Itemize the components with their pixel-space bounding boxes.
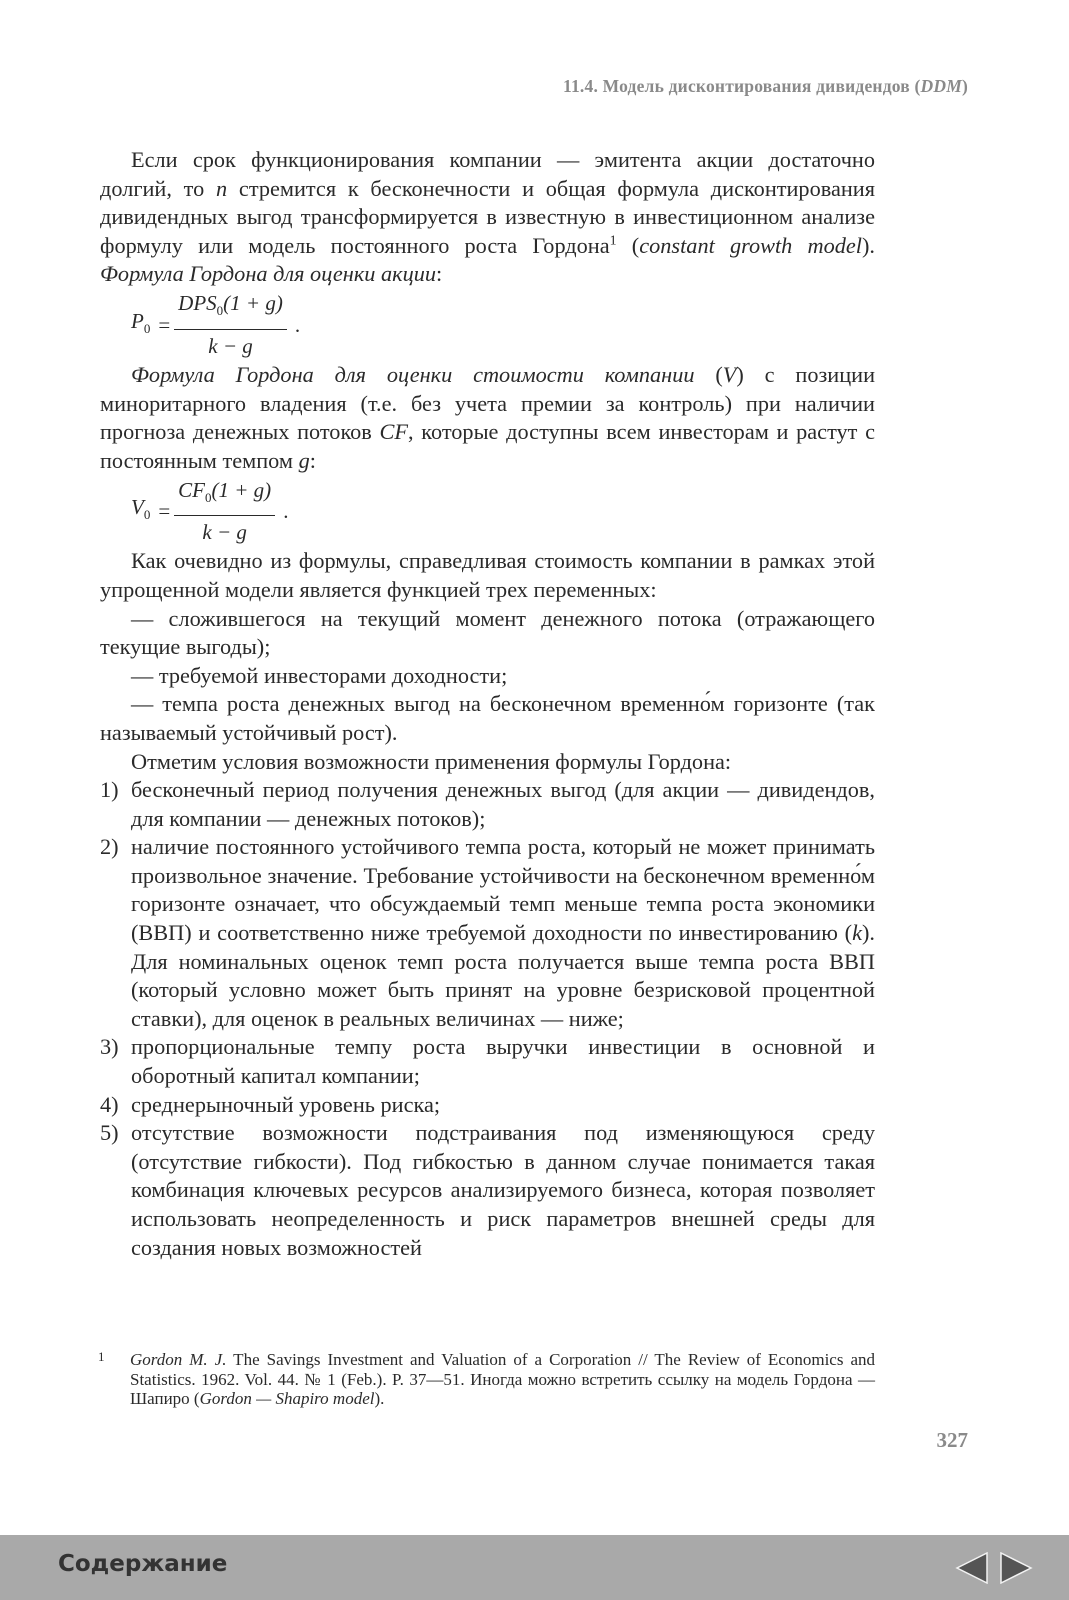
formula-gordon-company: $V_0$ = $\frac{CF_0(1 + g)}{k - g}$ . bbox=[131, 475, 875, 547]
footnote-mark: 1 bbox=[98, 1349, 105, 1364]
contents-link[interactable]: Содержание bbox=[58, 1551, 228, 1577]
page-number: 327 bbox=[936, 1428, 968, 1452]
list-item-dash: — темпа роста денежных выгод на бесконечном временно́м горизонте (так называемый устойчивый рост). bbox=[100, 691, 875, 745]
conditions-list bbox=[100, 776, 875, 1262]
navigation-bar bbox=[0, 1535, 1069, 1600]
paragraph-variables: Как очевидно из формулы, справедливая стоимость компании в рамках этой упрощенной модели является функцией трех переменных: bbox=[100, 548, 875, 602]
triangle-right-icon bbox=[999, 1552, 1033, 1584]
next-page-button[interactable] bbox=[999, 1552, 1033, 1589]
list-item: 1) бесконечный период получения денежных выгод (для акции — дивидендов, для компании — денежных потоков); bbox=[100, 777, 875, 831]
list-item-dash: — требуемой инвесторами доходности; bbox=[131, 662, 508, 688]
list-item: 5) отсутствие возможности подстраивания под изменяющуюся среду (отсутствие гибкости). Под гибкостью в данном случае понимается такая комбинация ключевых ресурсов анализируемого бизнеса, которая позволяет использовать неопределенность и риск параметров внешней среды для создания новых возможностей bbox=[100, 1120, 875, 1260]
list-item-dash: — сложившегося на текущий момент денежного потока (отражающего текущие выгоды); bbox=[100, 605, 875, 660]
page-content bbox=[100, 146, 875, 1262]
paragraph-gordon-intro: Если срок функционирования компании — эмитента акции достаточно долгий, то n стремится к бесконечности и общая формула дисконтирования дивидендных выгод трансформируется в известную в инвестиционном анализе формулу или модель постоянного роста Гордона$^1$ (constant growth model). Формула Гордона для оценки акции: bbox=[100, 147, 875, 287]
fraction: $\frac{DPS_0(1 + g)}{k - g}$ bbox=[174, 289, 287, 360]
running-header: 11.4. Модель дисконтирования дивидендов (DDM) bbox=[563, 76, 968, 96]
list-item: 2) наличие постоянного устойчивого темпа роста, который не может принимать произвольное значение. Требование устойчивости на бесконечном временно́м горизонте означает, что обсуждаемый темп меньше темпа роста экономики (ВВП) и соответственно ниже требуемой доходности по инвестированию (k). Для номинальных оценок темп роста получается выше темпа роста ВВП (который условно может быть принят на уровне безрисковой процентной ставки), для оценок в реальных величинах — ниже; bbox=[100, 834, 875, 1031]
fraction: $\frac{CF_0(1 + g)}{k - g}$ bbox=[174, 476, 275, 547]
list-item: 3) пропорциональные темпу роста выручки инвестиции в основной и оборотный капитал компании; bbox=[100, 1034, 875, 1089]
footnote: 1 Gordon M. J. The Savings Investment and Valuation of a Corporation // The Review of Economics and Statistics. 1962. Vol. 44. № 1 (Feb.). P. 37—51. Иногда можно встретить ссылку на модель Гордона — Шапиро (Gordon — Shapiro model). bbox=[98, 1349, 876, 1408]
triangle-left-icon bbox=[955, 1552, 989, 1584]
paragraph-conditions-intro: Отметим условия возможности применения формулы Гордона: bbox=[131, 748, 732, 774]
previous-page-button[interactable] bbox=[955, 1552, 989, 1589]
paragraph-gordon-company: Формула Гордона для оценки стоимости компании (V) с позиции миноритарного владения (т.е. без учета премии за контроль) при наличии прогноза денежных потоков CF, которые доступны всем инвесторам и растут с постоянным темпом g: bbox=[100, 361, 876, 473]
list-item: 4) среднерыночный уровень риска; bbox=[100, 1091, 441, 1117]
formula-gordon-share: $P_0$ = $\frac{DPS_0(1 + g)}{k - g}$ . bbox=[131, 289, 875, 361]
footnote-ref[interactable]: 1 bbox=[609, 233, 617, 249]
